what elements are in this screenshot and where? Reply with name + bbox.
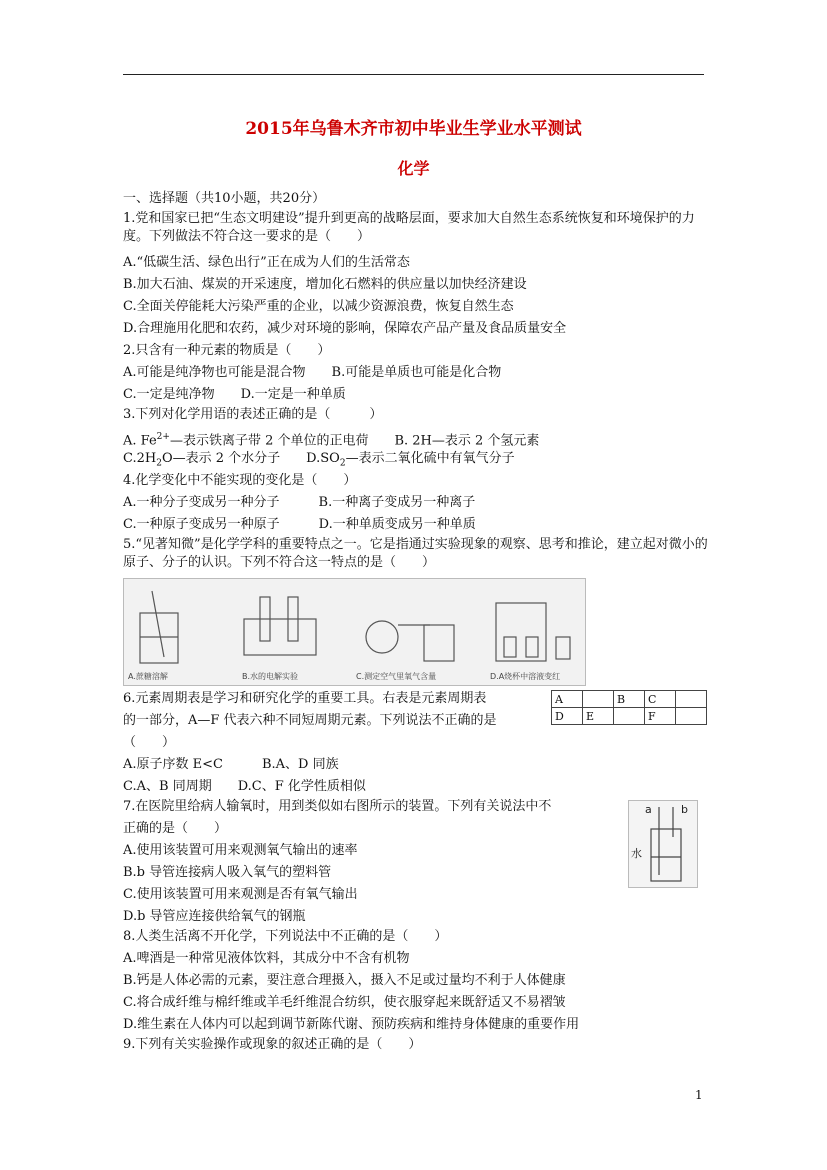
q6-stem-1: 6.元素周期表是学习和研究化学的重要工具。右表是元素周期表 bbox=[123, 691, 487, 706]
label-water: 水 bbox=[631, 847, 642, 860]
caption-b: B.水的电解实验 bbox=[242, 672, 299, 681]
periodic-table-fragment bbox=[551, 690, 707, 725]
q6-stem-3: （ ） bbox=[123, 735, 176, 750]
label-b: b bbox=[681, 803, 688, 816]
q6-options-ab: A.原子序数 E<C B.A、D 同族 bbox=[123, 757, 339, 772]
q1-option-b: B.加大石油、煤炭的开采速度，增加化石燃料的供应量以加快经济建设 bbox=[123, 277, 527, 292]
caption-c: C.测定空气里氧气含量 bbox=[356, 672, 437, 681]
q4-stem: 4.化学变化中不能实现的变化是（ ） bbox=[123, 473, 357, 488]
q8-option-d: D.维生素在人体内可以起到调节新陈代谢、预防疾病和维持身体健康的重要作用 bbox=[123, 1017, 580, 1032]
q2-options-cd: C.一定是纯净物 D.一定是一种单质 bbox=[123, 387, 346, 402]
table-cell: C bbox=[645, 691, 676, 708]
caption-a: A.蔗糖溶解 bbox=[128, 672, 168, 681]
q7-stem-2: 正确的是（ ） bbox=[123, 821, 228, 836]
q8-option-c: C.将合成纤维与棉纤维或羊毛纤维混合纺织，使衣服穿起来既舒适又不易褶皱 bbox=[123, 995, 566, 1010]
caption-d: D.A烧杯中溶液变红 bbox=[490, 672, 561, 681]
oxygen-measure-figure bbox=[366, 621, 454, 661]
table-cell: D bbox=[552, 708, 583, 725]
header-rule bbox=[123, 74, 704, 75]
q1-option-d: D.合理施用化肥和农药，减少对环境的影响，保障农产品产量及食品质量安全 bbox=[123, 321, 567, 336]
table-cell bbox=[676, 708, 707, 725]
table-cell: E bbox=[583, 708, 614, 725]
q4-options-cd: C.一种原子变成另一种原子 D.一种单质变成另一种单质 bbox=[123, 517, 476, 532]
q1-stem: 1.党和国家已把“生态文明建设”提升到更高的战略层面，要求加大自然生态系统恢复和环境保护的力度。下列做法不符合这一要求的是（ ） bbox=[123, 211, 695, 244]
table-cell bbox=[676, 691, 707, 708]
q7-option-a: A.使用该装置可用来观测氧气输出的速率 bbox=[123, 843, 358, 858]
gas-washing-bottle-figure bbox=[628, 800, 698, 888]
page-number: 1 bbox=[695, 1088, 703, 1102]
q3-stem: 3.下列对化学用语的表述正确的是（ ） bbox=[123, 407, 383, 422]
q8-option-b: B.钙是人体必需的元素，要注意合理摄入，摄入不足或过量均不利于人体健康 bbox=[123, 973, 566, 988]
q7-option-c: C.使用该装置可用来观测是否有氧气输出 bbox=[123, 887, 358, 902]
electrolysis-figure bbox=[244, 597, 316, 655]
q7-option-d: D.b 导管应连接供给氧气的钢瓶 bbox=[123, 909, 306, 924]
q8-option-a: A.啤酒是一种常见液体饮料，其成分中不含有机物 bbox=[123, 951, 410, 966]
q7-option-b: B.b 导管连接病人吸入氧气的塑料管 bbox=[123, 865, 332, 880]
q7-stem-1: 7.在医院里给病人输氧时，用到类似如右图所示的装置。下列有关说法中不 bbox=[123, 799, 552, 814]
table-cell: F bbox=[645, 708, 676, 725]
q3-options-cd: $C.2H_2O—$表示 2 个水分子 $D.SO_2—$表示二氧化硫中有氧气分子 bbox=[123, 451, 515, 469]
exam-title: 2015年乌鲁木齐市初中毕业生学业水平测试 bbox=[245, 119, 582, 139]
bottle-drawing bbox=[629, 801, 697, 887]
table-row bbox=[552, 691, 707, 708]
q6-stem-2: 的一部分，A—F 代表六种不同短周期元素。下列说法不正确的是 bbox=[123, 713, 497, 728]
experiment-figures bbox=[123, 578, 586, 686]
table-cell: B bbox=[614, 691, 645, 708]
q8-stem: 8.人类生活离不开化学，下列说法中不正确的是（ ） bbox=[123, 929, 448, 944]
q9-stem: 9.下列有关实验操作或现象的叙述正确的是（ ） bbox=[123, 1037, 422, 1052]
q2-stem: 2.只含有一种元素的物质是（ ） bbox=[123, 343, 331, 358]
table-cell bbox=[614, 708, 645, 725]
q4-options-ab: A.一种分子变成另一种分子 B.一种离子变成另一种离子 bbox=[123, 495, 476, 510]
subject-title: 化学 bbox=[397, 159, 430, 178]
beaker-figure bbox=[140, 591, 178, 663]
q6-options-cd: C.A、B 同周期 D.C、F 化学性质相似 bbox=[123, 779, 366, 794]
table-row bbox=[552, 708, 707, 725]
q5-stem: 5.“见著知微”是化学学科的重要特点之一。它是指通过实验现象的观察、思考和推论，建立起对微小的原子、分子的认识。下列不符合这一特点的是（ ） bbox=[123, 537, 708, 570]
diffusion-figure bbox=[496, 603, 570, 661]
q2-options-ab: A.可能是纯净物也可能是混合物 B.可能是单质也可能是化合物 bbox=[123, 365, 502, 380]
section-heading: 一、选择题（共10小题，共20分） bbox=[123, 191, 326, 206]
apparatus-drawing bbox=[124, 579, 585, 685]
q3-options-ab: A. $Fe^{2+}—$表示铁离子带 2 个单位的正电荷 B. 2H—表示 2 个氢元素 bbox=[123, 432, 540, 449]
table-cell bbox=[583, 691, 614, 708]
label-a: a bbox=[645, 803, 652, 816]
q1-option-a: A.“低碳生活、绿色出行”正在成为人们的生活常态 bbox=[123, 255, 410, 270]
table-cell: A bbox=[552, 691, 583, 708]
q1-option-c: C.全面关停能耗大污染严重的企业，以减少资源浪费，恢复自然生态 bbox=[123, 299, 514, 314]
